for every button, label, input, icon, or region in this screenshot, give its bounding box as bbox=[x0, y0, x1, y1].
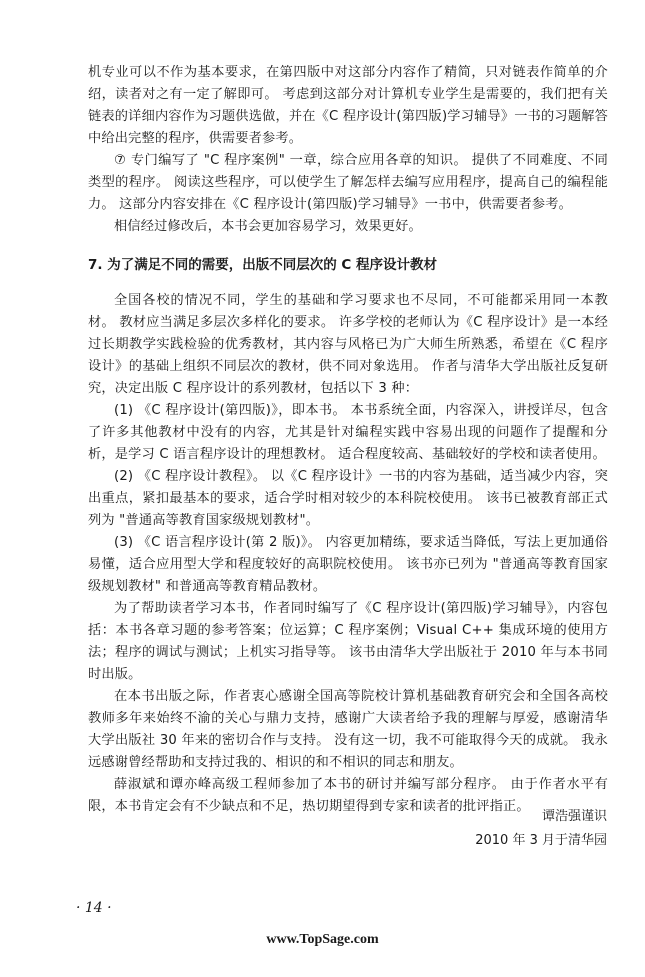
paragraph-book-2: (2) 《C 程序设计教程》。 以《C 程序设计》一书的内容为基础，适当减少内容，突出重点，紧扣最基本的要求，适合学时相对较少的本科院校使用。 该书已被教育部正式列为 "普通高等教育国家级规划教材"。 bbox=[88, 469, 608, 528]
paragraph-different-levels: 全国各校的情况不同，学生的基础和学习要求也不尽同，不可能都采用同一本教材。 教材应当满足多层次多样化的要求。 许多学校的老师认为《C 程序设计》是一本经过长期教学实践检验的优秀教材，其内容与风格已为广大师生所熟悉，希望在《C 程序设计》的基础上组织不同层次的教材，供不同对象选用。 作者与清华大学出版社反复研究，决定出版 C 程序设计的系列教材，包括以下 3 种： bbox=[88, 293, 608, 396]
paragraph-easier-to-learn: 相信经过修改后，本书会更加容易学习，效果更好。 bbox=[114, 219, 422, 234]
page-number: · 14 · bbox=[76, 900, 112, 916]
paragraph-book-3: (3) 《C 语言程序设计(第 2 版)》。 内容更加精练，要求适当降低，写法上更加通俗易懂，适合应用型大学和程度较好的高职院校使用。 该书亦已列为 "普通高等教育国家级规划教材" 和普通高等教育精品教材。 bbox=[88, 535, 608, 594]
signature-name: 谭浩强谨识 bbox=[541, 809, 607, 824]
signature-date: 2010 年 3 月于清华园 bbox=[475, 833, 607, 848]
paragraph-c-program-cases: ⑦ 专门编写了 "C 程序案例" 一章，综合应用各章的知识。 提供了不同难度、不同类型的程序。 阅读这些程序，可以使学生了解怎样去编写应用程序，提高自己的编程能力。 这部分内容安排在《C 程序设计(第四版)学习辅导》一书中，供需要者参考。 bbox=[88, 153, 608, 212]
paragraph-contributors: 薛淑斌和谭亦峰高级工程师参加了本书的研讨并编写部分程序。 由于作者水平有限，本书肯定会有不少缺点和不足，热切期望得到专家和读者的批评指正。 bbox=[88, 777, 608, 814]
footer-url: www.TopSage.com bbox=[266, 932, 379, 947]
section-heading-7: 7. 为了满足不同的需要，出版不同层次的 C 程序设计教材 bbox=[88, 257, 438, 273]
preface-page-content bbox=[88, 62, 608, 818]
paragraph-book-1: (1) 《C 程序设计(第四版)》，即本书。 本书系统全面，内容深入，讲授详尽，包含了许多其他教材中没有的内容，尤其是针对编程实践中容易出现的问题作了提醒和分析，是学习 C 语言程序设计的理想教材。 适合程度较高、基础较好的学校和读者使用。 bbox=[88, 403, 608, 462]
paragraph-study-guide: 为了帮助读者学习本书，作者同时编写了《C 程序设计(第四版)学习辅导》，内容包括：本书各章习题的参考答案；位运算；C 程序案例；Visual C++ 集成环境的使用方法；程序的调试与测试；上机实习指导等。 该书由清华大学出版社于 2010 年与本书同时出版。 bbox=[88, 601, 608, 682]
paragraph-linked-list-note: 机专业可以不作为基本要求，在第四版中对这部分内容作了精简，只对链表作简单的介绍，读者对之有一定了解即可。 考虑到这部分对计算机专业学生是需要的，我们把有关链表的详细内容作为习题供选做，并在《C 程序设计(第四版)学习辅导》一书的习题解答中给出完整的程序，供需要者参考。 bbox=[88, 65, 608, 146]
paragraph-acknowledgements: 在本书出版之际，作者衷心感谢全国高等院校计算机基础教育研究会和全国各高校教师多年来始终不渝的关心与鼎力支持，感谢广大读者给予我的理解与厚爱，感谢清华大学出版社 30 年来的密切合作与支持。 没有这一切，我不可能取得今天的成就。 我永远感谢曾经帮助和支持过我的、相识的和不相识的同志和朋友。 bbox=[88, 689, 608, 770]
